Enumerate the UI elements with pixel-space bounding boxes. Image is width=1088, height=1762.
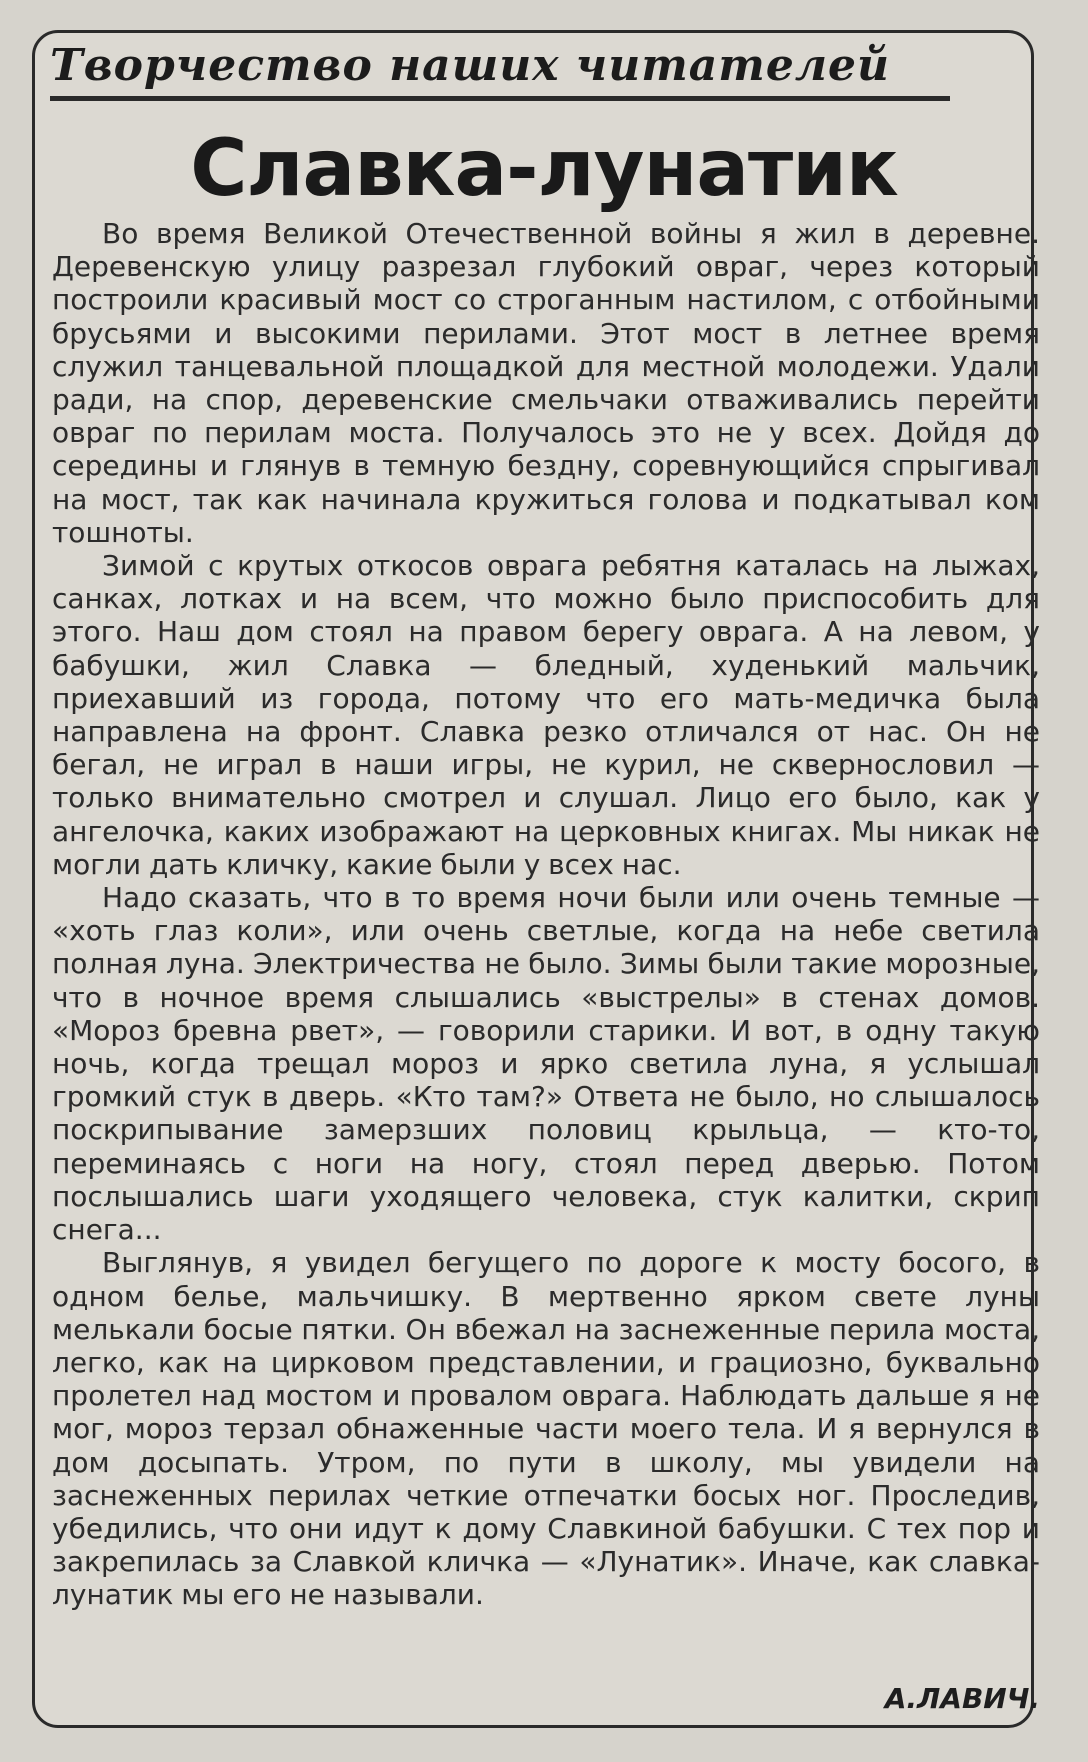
paragraph: Выглянув, я увидел бегущего по дороге к мосту босого, в одном белье, мальчишку. В мертвенно ярком свете луны мелькали босые пятки. Он вбежал на заснеженные перила моста, легко, как на цирковом представлении, и грациозно, буквально пролетел над мостом и провалом оврага. Наблюдать дальше я не мог, мороз терзал обнаженные части моего тела. И я вернулся в дом досыпать. Утром, по пути в школу, мы увидели на заснеженных перилах четкие отпечатки босых ног. Проследив, убедились, что они идут к дому Славкиной бабушки. С тех пор и закрепилась за Славкой кличка — «Лунатик». Иначе, как славка-лунатик мы его не называли. xyxy=(52,1246,1040,1612)
paragraph: Во время Великой Отечественной войны я жил в деревне. Деревенскую улицу разрезал глубокий овраг, через который построили красивый мост со строганным настилом, с отбойными брусьями и высокими перилами. Этот мост в летнее время служил танцевальной площадкой для местной молодежи. Удали ради, на спор, деревенские смельчаки отваживались перейти овраг по перилам моста. Получалось это не у всех. Дойдя до середины и глянув в темную бездну, соревнующийся спрыгивал на мост, так как начинала кружиться голова и подкатывал ком тошноты. xyxy=(52,217,1040,549)
rubric-heading: Творчество наших читателей xyxy=(50,40,891,91)
article-body xyxy=(52,217,1040,1612)
author-signature: А.ЛАВИЧ. xyxy=(884,1682,1040,1715)
rubric-underline xyxy=(50,96,950,101)
article-title: Славка-лунатик xyxy=(190,124,898,214)
paragraph: Зимой с крутых откосов оврага ребятня каталась на лыжах, санках, лотках и на всем, что можно было приспособить для этого. Наш дом стоял на правом берегу оврага. А на левом, у бабушки, жил Славка — бледный, худенький мальчик, приехавший из города, потому что его мать-медичка была направлена на фронт. Славка резко отличался от нас. Он не бегал, не играл в наши игры, не курил, не сквернословил — только внимательно смотрел и слушал. Лицо его было, как у ангелочка, каких изображают на церковных книгах. Мы никак не могли дать кличку, какие были у всех нас. xyxy=(52,549,1040,881)
paragraph: Надо сказать, что в то время ночи были или очень темные — «хоть глаз коли», или очень светлые, когда на небе светила полная луна. Электричества не было. Зимы были такие морозные, что в ночное время слышались «выстрелы» в стенах домов. «Мороз бревна рвет», — говорили старики. И вот, в одну такую ночь, когда трещал мороз и ярко светила луна, я услышал громкий стук в дверь. «Кто там?» Ответа не было, но слышалось поскрипывание замерзших половиц крыльца, — кто-то, переминаясь с ноги на ногу, стоял перед дверью. Потом послышались шаги уходящего человека, стук калитки, скрип снега... xyxy=(52,881,1040,1247)
